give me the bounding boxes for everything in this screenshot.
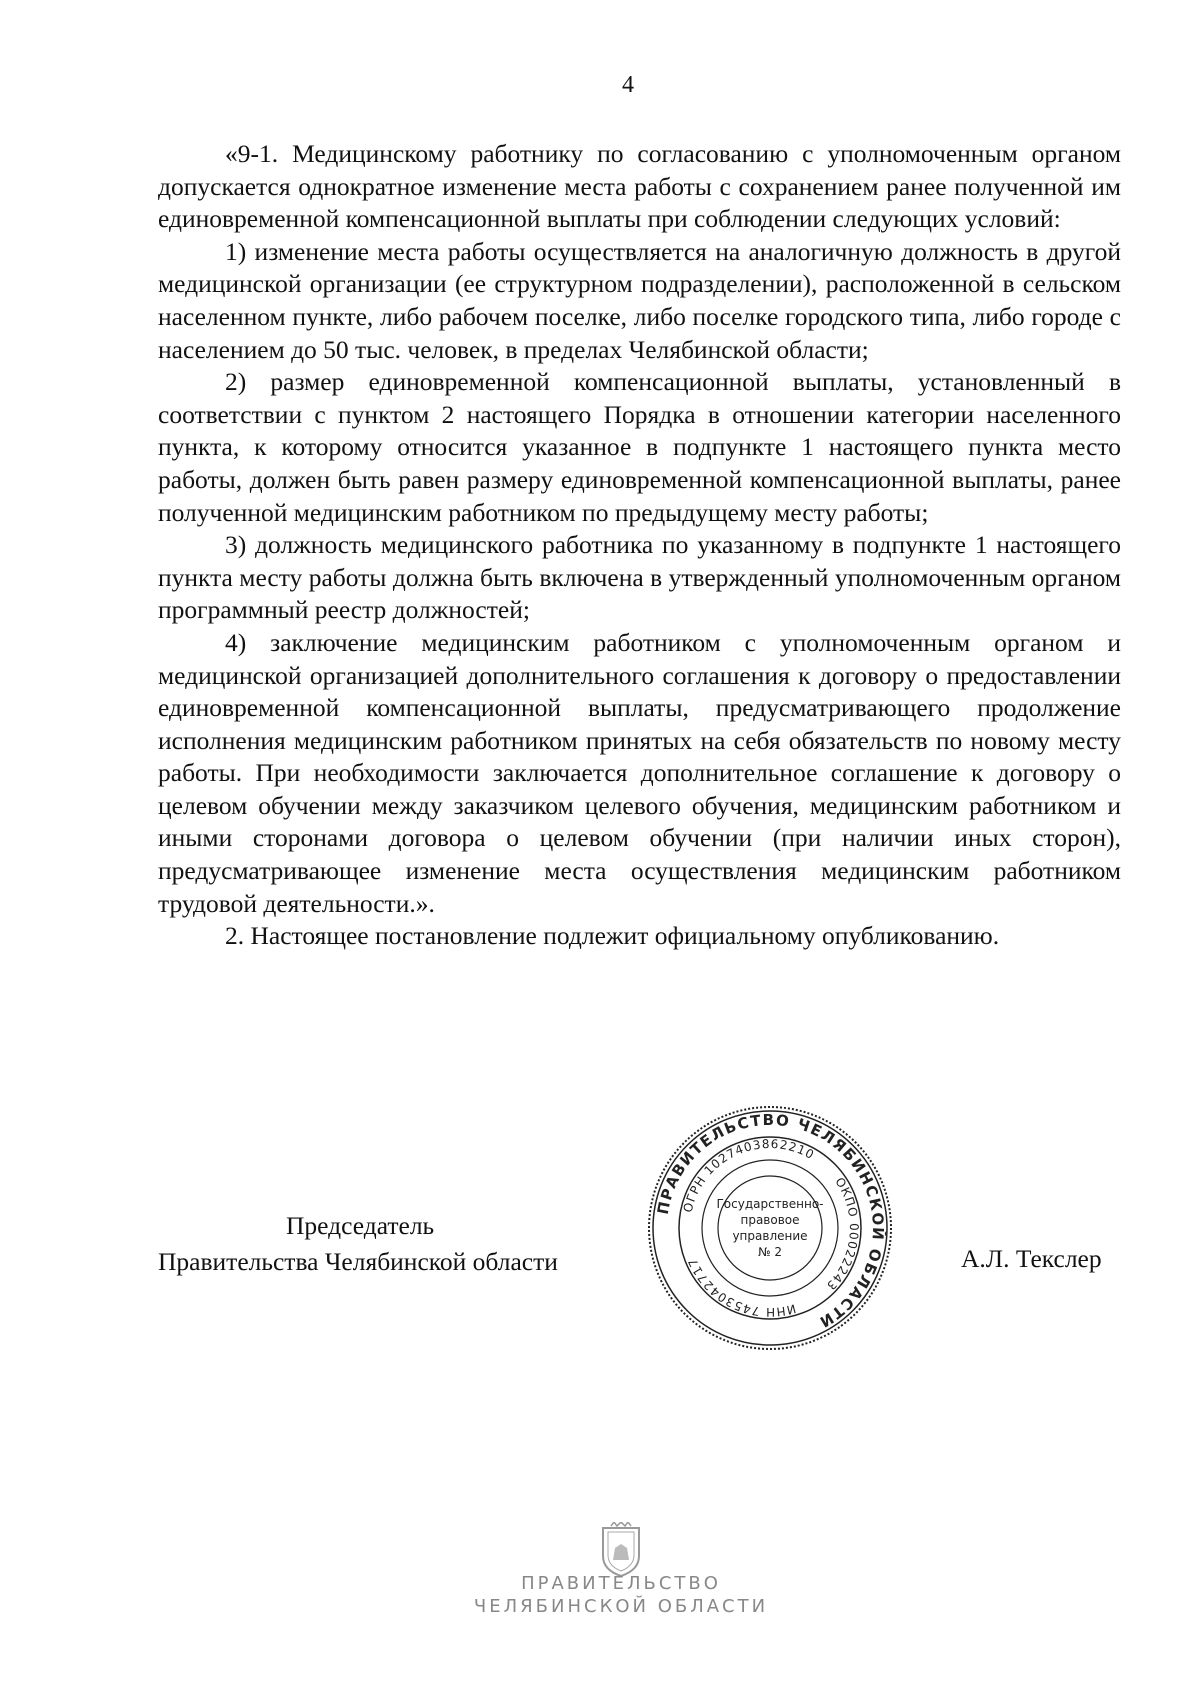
stamp-center-line-4: № 2 [758,1245,782,1259]
stamp-outer-text: ПРАВИТЕЛЬСТВО ЧЕЛЯБИНСКОЙ ОБЛАСТИ [653,1110,888,1332]
svg-text:ИНН 7453042717 [685,1255,797,1319]
paragraph-condition-3: 3) должность медицинского работника по указанному в подпункте 1 настоящего пункта месту работы должна быть включена в утвержденный уполномоченным органом программный реестр должностей; [158,530,1121,625]
paragraph-condition-2: 2) размер единовременной компенсационной выплаты, установленный в соответствии с пунктом 2 настоящего Порядка в отношении категории населенного пункта, к которому относится указанное в подпункте 1 настоящего пункта место работы, должен быть равен размеру единовременной компенсационной выплаты, ранее полученной медицинским работником по предыдущему месту работы; [158,367,1121,527]
signatory-organization: Правительства Челябинской области [158,1247,558,1276]
coat-of-arms-icon [597,1522,645,1578]
paragraph-condition-4: 4) заключение медицинским работником с уполномоченным органом и медицинской организацией дополнительного соглашения к договору о предоставлении единовременной компенсационной выплаты, предусматривающего продолжение исполнения медицинским работником принятых на себя обязательств по новому месту работы. При необходимости заключается дополнительное соглашение к договору о целевом обучении между заказчиком целевого обучения, медицинским работником и иными сторонами договора о целевом обучении (при наличии иных сторон), предусматривающее изменение места осуществления медицинским работником трудовой деятельности.». [158,627,1121,918]
page-number: 4 [622,72,634,98]
stamp-center-line-3: управление [732,1229,808,1243]
signature-block [158,1208,558,1280]
svg-text:ОКПО 00022243 [823,1175,861,1293]
paragraph-publication: 2. Настоящее постановление подлежит официальному опубликованию. [225,921,1000,951]
stamp-okpo: ОКПО 00022243 [823,1175,862,1294]
paragraph-9-1-intro: «9-1. Медицинскому работнику по согласованию с уполномоченным органом допускается однократное изменение места работы с сохранением ранее полученной им единовременной компенсационной выплаты при соблюдении следующих условий: [158,139,1121,234]
stamp-ogrn: ОГРН 1027403862210 [680,1136,817,1214]
signatory-title: Председатель [286,1211,435,1240]
footer-line-1: ПРАВИТЕЛЬСТВО [521,1573,721,1594]
footer-line-2: ЧЕЛЯБИНСКОЙ ОБЛАСТИ [473,1596,769,1617]
signatory-name: А.Л. Текслер [961,1244,1102,1273]
document-body [158,138,1121,953]
stamp-center-line-2: правовое [740,1213,800,1227]
stamp-center-line-1: Государственно- [716,1197,824,1211]
footer-organization [0,1572,1200,1618]
stamp-inn: ИНН 7453042717 [685,1255,798,1320]
official-seal-stamp [645,1103,895,1353]
paragraph-condition-1: 1) изменение места работы осуществляется на аналогичную должность в другой медицинской организации (ее структурном подразделении), расположенной в сельском населенном пункте, либо рабочем поселке, либо поселке городского типа, либо городе с населением до 50 тыс. человек, в пределах Челябинской области; [158,236,1121,364]
